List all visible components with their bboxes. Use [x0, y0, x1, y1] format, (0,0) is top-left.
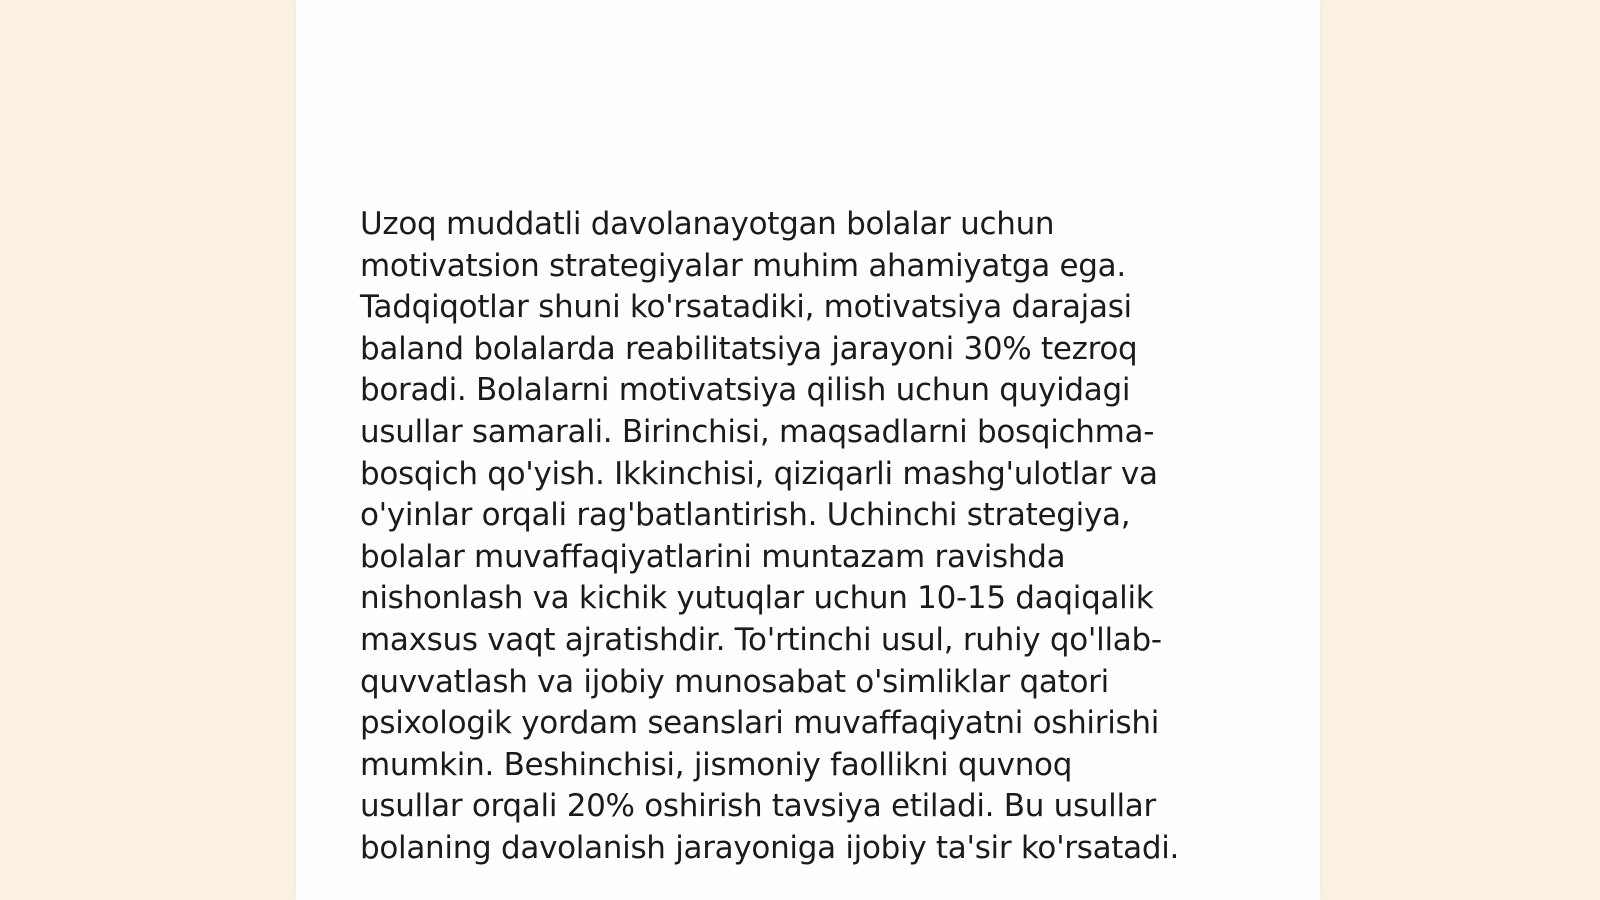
- paragraph-line: quvvatlash va ijobiy munosabat o'simliklar qatori: [360, 663, 1109, 700]
- paragraph-line: bolaning davolanish jarayoniga ijobiy ta'sir ko'rsatadi.: [360, 829, 1180, 866]
- paragraph-line: o'yinlar orqali rag'batlantirish. Uchinchi strategiya,: [360, 497, 1131, 534]
- paragraph-line: bolalar muvaffaqiyatlarini muntazam ravishda: [360, 538, 1066, 575]
- paragraph-line: motivatsion strategiyalar muhim ahamiyatga ega.: [360, 247, 1126, 284]
- document-page: [296, 0, 1320, 900]
- paragraph-line: nishonlash va kichik yutuqlar uchun 10-15 daqiqalik: [360, 580, 1154, 617]
- paragraph-line: usullar samarali. Birinchisi, maqsadlarni bosqichma-: [360, 413, 1155, 450]
- paragraph-line: baland bolalarda reabilitatsiya jarayoni 30% tezroq: [360, 330, 1138, 367]
- paragraph-line: psixologik yordam seanslari muvaffaqiyatni oshirishi: [360, 705, 1160, 742]
- paragraph-line: maxsus vaqt ajratishdir. To'rtinchi usul, ruhiy qo'llab-: [360, 621, 1162, 658]
- paragraph-line: Tadqiqotlar shuni ko'rsatadiki, motivatsiya darajasi: [360, 289, 1132, 326]
- paragraph-line: boradi. Bolalarni motivatsiya qilish uchun quyidagi: [360, 372, 1131, 409]
- paragraph-line: Uzoq muddatli davolanayotgan bolalar uchun: [360, 206, 1055, 242]
- paragraph-line: bosqich qo'yish. Ikkinchisi, qiziqarli mashg'ulotlar va: [360, 455, 1158, 492]
- paragraph-line: usullar orqali 20% oshirish tavsiya etiladi. Bu usullar: [360, 788, 1156, 825]
- paragraph-line: mumkin. Beshinchisi, jismoniy faollikni quvnoq: [360, 746, 1073, 783]
- body-paragraph: [360, 204, 1280, 870]
